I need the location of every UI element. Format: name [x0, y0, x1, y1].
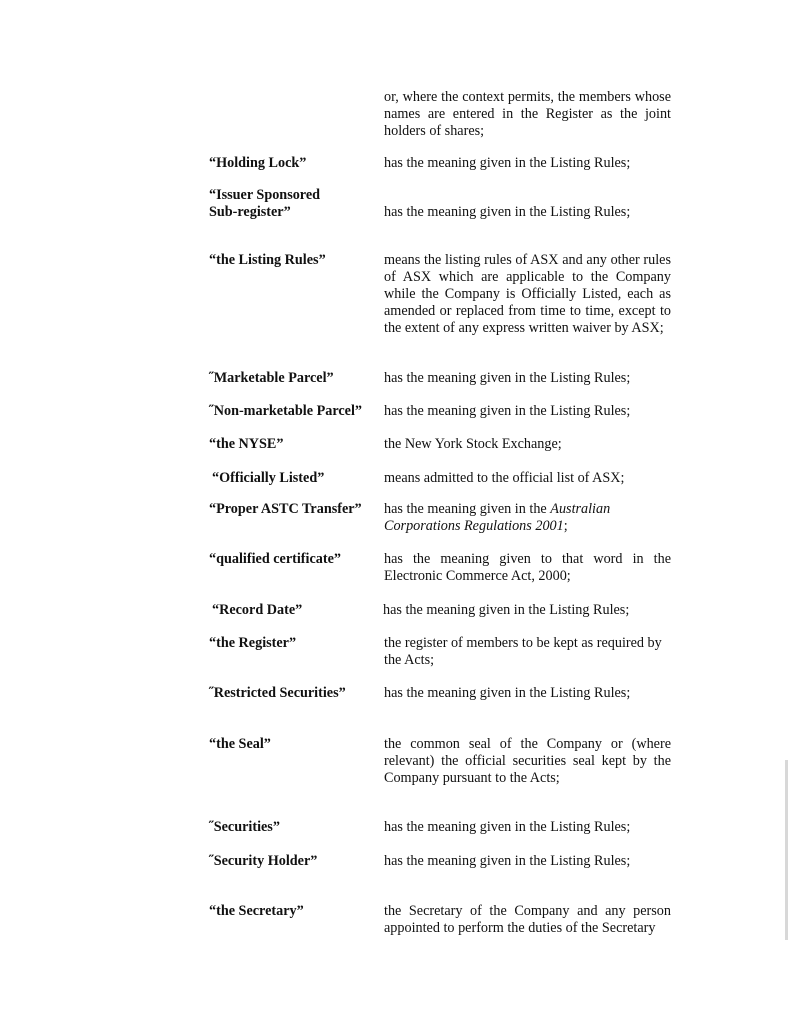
definition-officially-listed: means admitted to the official list of ASX;	[384, 470, 625, 486]
definition-nyse: the New York Stock Exchange;	[384, 436, 562, 452]
term-secretary: “the Secretary”	[209, 903, 304, 919]
term-securities: ˝Securities”	[209, 819, 280, 835]
term-holding-lock: “Holding Lock”	[209, 155, 307, 171]
term-listing-rules: “the Listing Rules”	[209, 252, 326, 268]
term-restricted-securities: ˝Restricted Securities”	[209, 685, 346, 701]
definition-secretary: the Secretary of the Company and any person appointed to perform the duties of the Secretary	[384, 903, 671, 936]
definition-listing-rules: means the listing rules of ASX and any other rules of ASX which are applicable to the Company while the Company is Officially Listed, each as amended or replaced from time to time, except to the extent of any express written waiver by ASX;	[384, 252, 671, 336]
definition-qualified-certificate: has the meaning given to that word in the Electronic Commerce Act, 2000;	[384, 551, 671, 584]
definition-marketable-parcel: has the meaning given in the Listing Rules;	[384, 370, 631, 386]
definition-restricted-securities: has the meaning given in the Listing Rules;	[384, 685, 631, 701]
term-marketable-parcel: ˝Marketable Parcel”	[209, 370, 334, 386]
term-nyse: “the NYSE”	[209, 436, 284, 452]
definition-proper-astc-transfer	[384, 501, 671, 535]
term-record-date: “Record Date”	[212, 602, 303, 618]
term-non-marketable-parcel: ˝Non-marketable Parcel”	[209, 403, 363, 419]
term-qualified-certificate: “qualified certificate”	[209, 551, 341, 567]
term-issuer-sponsored-line1: “Issuer Sponsored	[209, 187, 321, 203]
definition-register: the register of members to be kept as required by the Acts;	[384, 635, 662, 668]
definition-issuer-sponsored: has the meaning given in the Listing Rules;	[384, 204, 631, 220]
definition-seal: the common seal of the Company or (where relevant) the official securities seal kept by the Company pursuant to the Acts;	[384, 736, 671, 786]
definition-proper-astc-italic: Australian Corporations Regulations 2001	[384, 501, 611, 534]
term-register: “the Register”	[209, 635, 297, 651]
definition-holding-lock: has the meaning given in the Listing Rules;	[384, 155, 631, 171]
definition-proper-astc-suffix: ;	[563, 518, 568, 534]
definition-security-holder: has the meaning given in the Listing Rules;	[384, 853, 631, 869]
term-officially-listed: “Officially Listed”	[212, 470, 325, 486]
term-security-holder: ˝Security Holder”	[209, 853, 318, 869]
term-proper-astc-transfer: “Proper ASTC Transfer”	[209, 501, 362, 517]
definition-non-marketable-parcel: has the meaning given in the Listing Rules;	[384, 403, 631, 419]
term-seal: “the Seal”	[209, 736, 271, 752]
definition-securities: has the meaning given in the Listing Rules;	[384, 819, 631, 835]
continuation-definition: or, where the context permits, the members whose names are entered in the Register as the joint holders of shares;	[384, 89, 671, 139]
scan-edge-mark	[785, 760, 788, 940]
definition-record-date: has the meaning given in the Listing Rules;	[383, 602, 630, 618]
term-issuer-sponsored	[209, 187, 379, 221]
definition-proper-astc-prefix: has the meaning given in the	[384, 501, 551, 517]
term-issuer-sponsored-line2: Sub-register”	[209, 204, 291, 220]
